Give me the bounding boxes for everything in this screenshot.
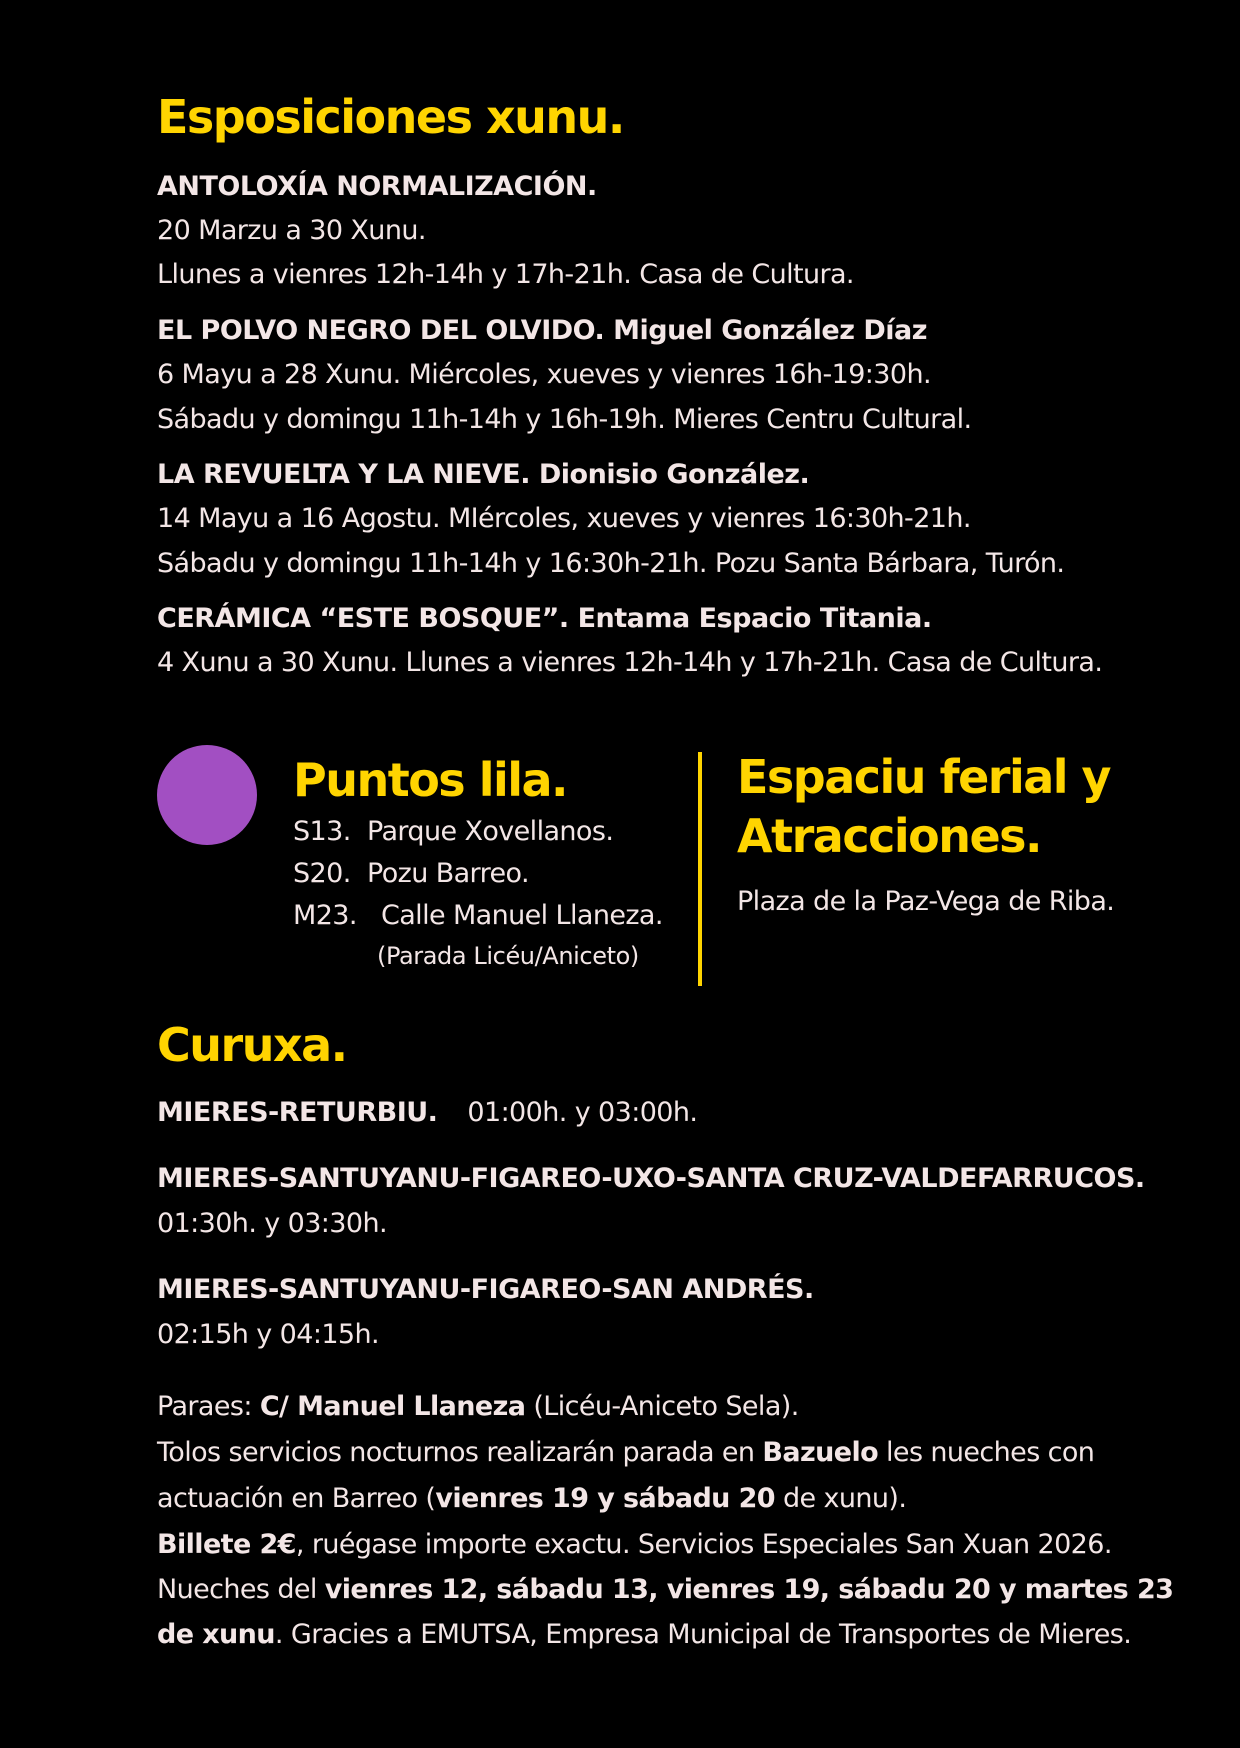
- lila-point-place: Calle Manuel Llaneza.: [380, 900, 663, 931]
- notes-text: actuación en Barreo (: [157, 1483, 436, 1514]
- bus-route-times: 01:00h. y 03:00h.: [467, 1097, 698, 1128]
- notes-bold: Bazuelo: [762, 1437, 879, 1468]
- lila-point: [293, 895, 663, 937]
- exhibition-title: CERÁMICA “ESTE BOSQUE”. Entama Espacio Titania.: [157, 603, 932, 634]
- exhibition-line: Sábadu y domingu 11h-14h y 16:30h-21h. Pozu Santa Bárbara, Turón.: [157, 548, 1065, 579]
- lila-dot-icon: [157, 745, 257, 845]
- notes-text: Tolos servicios nocturnos realizarán parada en: [157, 1437, 763, 1468]
- exhibitions-heading: Esposiciones xunu.: [157, 90, 624, 144]
- notes-line: [157, 1477, 906, 1521]
- notes-text: Paraes:: [157, 1391, 260, 1422]
- notes-bold: Billete 2€: [157, 1529, 296, 1560]
- exhibition-line: 6 Mayu a 28 Xunu. Miércoles, xueves y vienres 16h-19:30h.: [157, 359, 931, 390]
- notes-text: . Gracies a EMUTSA, Empresa Municipal de Transportes de Mieres.: [274, 1619, 1132, 1650]
- notes-text: (Licéu-Aniceto Sela).: [525, 1391, 799, 1422]
- section-divider: [698, 752, 702, 986]
- lila-point: [293, 811, 613, 853]
- puntos-lila-heading: Puntos lila.: [293, 753, 568, 807]
- exhibition-line: 14 Mayu a 16 Agostu. MIércoles, xueves y vienres 16:30h-21h.: [157, 503, 971, 534]
- notes-text: les nueches con: [878, 1437, 1095, 1468]
- lila-point-place: Pozu Barreo.: [366, 858, 529, 889]
- bus-route: [157, 1091, 697, 1135]
- exhibition-title: LA REVUELTA Y LA NIEVE. Dionisio González.: [157, 459, 810, 490]
- espaciu-ferial-place: Plaza de la Paz-Vega de Riba.: [737, 886, 1115, 917]
- notes-text: de xunu).: [774, 1483, 907, 1514]
- notes-text: Nueches del: [157, 1574, 325, 1605]
- exhibition-line: 20 Marzu a 30 Xunu.: [157, 215, 426, 246]
- lila-point-code: S13.: [293, 816, 351, 847]
- notes-line: [157, 1385, 799, 1429]
- lila-point-place: Parque Xovellanos.: [366, 816, 614, 847]
- espaciu-ferial-heading: Espaciu ferial y: [737, 750, 1111, 804]
- lila-point-code: M23.: [293, 900, 357, 931]
- exhibition-line: Sábadu y domingu 11h-14h y 16h-19h. Mieres Centru Cultural.: [157, 404, 972, 435]
- bus-route-times: 01:30h. y 03:30h.: [157, 1208, 387, 1239]
- espaciu-ferial-heading-line2: Atracciones.: [737, 809, 1042, 863]
- exhibition-line: 4 Xunu a 30 Xunu. Llunes a vienres 12h-14h y 17h-21h. Casa de Cultura.: [157, 647, 1103, 678]
- lila-point-note: (Parada Licéu/Aniceto): [377, 942, 639, 970]
- lila-point-code: S20.: [293, 858, 351, 889]
- notes-bold: de xunu: [157, 1619, 275, 1650]
- bus-route-name: MIERES-SANTUYANU-FIGAREO-SAN ANDRÉS.: [157, 1274, 814, 1305]
- notes-bold: C/ Manuel Llaneza: [259, 1391, 526, 1422]
- notes-text: , ruégase importe exactu. Servicios Especiales San Xuan 2026.: [295, 1529, 1112, 1560]
- notes-bold: vienres 12, sábadu 13, vienres 19, sábadu 20 y martes 23: [324, 1574, 1174, 1605]
- notes-bold: vienres 19 y sábadu 20: [435, 1483, 775, 1514]
- exhibition-line: Llunes a vienres 12h-14h y 17h-21h. Casa de Cultura.: [157, 259, 854, 290]
- bus-route-name: MIERES-SANTUYANU-FIGAREO-UXO-SANTA CRUZ-VALDEFARRUCOS.: [157, 1163, 1145, 1194]
- curuxa-heading: Curuxa.: [157, 1018, 347, 1072]
- bus-route-name: MIERES-RETURBIU.: [157, 1097, 438, 1128]
- lila-point: [293, 853, 529, 895]
- notes-line: [157, 1613, 1131, 1657]
- exhibition-title: EL POLVO NEGRO DEL OLVIDO. Miguel González Díaz: [157, 315, 927, 346]
- exhibition-title: ANTOLOXÍA NORMALIZACIÓN.: [157, 171, 597, 202]
- notes-line: [157, 1568, 1173, 1612]
- notes-line: [157, 1431, 1094, 1475]
- bus-route-times: 02:15h y 04:15h.: [157, 1319, 379, 1350]
- notes-line: [157, 1523, 1112, 1567]
- page: [157, 0, 1197, 1748]
